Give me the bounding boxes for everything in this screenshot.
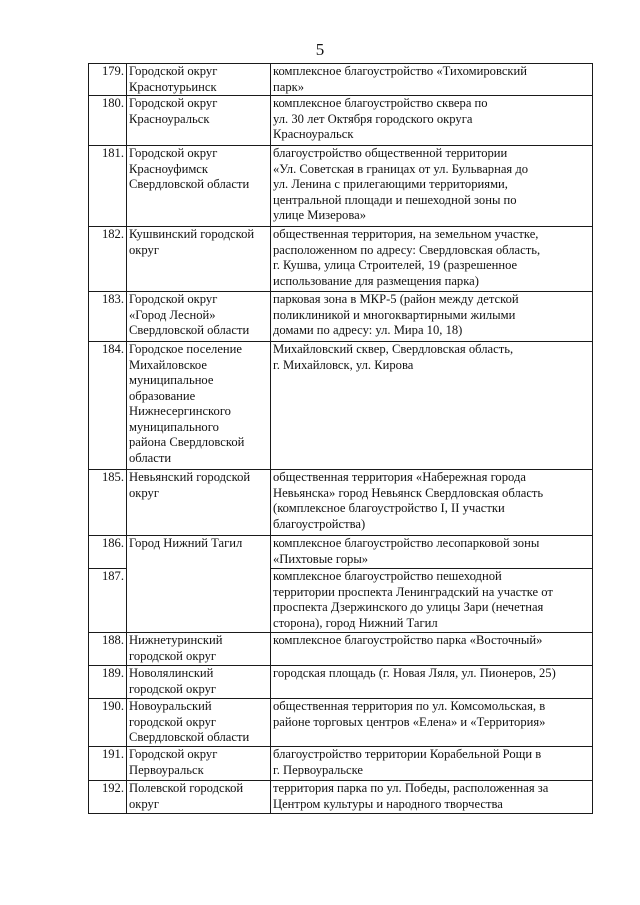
project-line: благоустройства) bbox=[273, 516, 366, 531]
project-line: комплексное благоустройство парка «Восточный» bbox=[273, 633, 543, 647]
municipality-cell bbox=[127, 64, 271, 96]
municipality-cell bbox=[127, 146, 271, 227]
row-number: 184. bbox=[89, 342, 127, 470]
row-number: 183. bbox=[89, 292, 127, 342]
project-cell bbox=[271, 146, 593, 227]
table-row bbox=[89, 342, 593, 470]
municipality-cell bbox=[127, 633, 271, 666]
project-line: Красноуральск bbox=[273, 127, 354, 141]
table-row bbox=[89, 536, 593, 569]
table-row bbox=[89, 146, 593, 227]
municipality-line: округ bbox=[129, 796, 160, 811]
municipality-cell bbox=[127, 96, 271, 146]
table-row bbox=[89, 96, 593, 146]
municipality-cell bbox=[127, 699, 271, 747]
municipality-line: Городской округ bbox=[129, 292, 218, 306]
project-cell bbox=[271, 666, 593, 699]
project-line: сторона), город Нижний Тагил bbox=[273, 615, 438, 630]
project-line: общественная территория по ул. Комсомольская, в bbox=[273, 699, 546, 713]
project-line: ул. Ленина с прилегающими территориями, bbox=[273, 177, 508, 191]
municipality-line: Нижнетуринский bbox=[129, 633, 223, 647]
project-line: г. Михайловск, ул. Кирова bbox=[273, 357, 414, 372]
municipality-cell bbox=[127, 342, 271, 470]
project-line: центральной площади и пешеходной зоны по bbox=[273, 192, 517, 207]
municipality-line: Невьянский городской bbox=[129, 470, 251, 484]
project-line: Центром культуры и народного творчества bbox=[273, 796, 503, 811]
project-line: городская площадь (г. Новая Ляля, ул. Пионеров, 25) bbox=[273, 666, 556, 680]
municipality-line: области bbox=[129, 450, 172, 465]
project-line: ул. 30 лет Октября городского округа bbox=[273, 111, 473, 126]
municipality-line: Свердловской области bbox=[129, 177, 250, 191]
row-number: 191. bbox=[89, 747, 127, 781]
project-line: (комплексное благоустройство I, II участки bbox=[273, 501, 505, 515]
row-number: 187. bbox=[89, 569, 127, 633]
row-number: 190. bbox=[89, 699, 127, 747]
municipality-line: Нижнесергинского bbox=[129, 404, 231, 418]
project-line: комплексное благоустройство «Тихомировский bbox=[273, 64, 528, 78]
project-cell bbox=[271, 781, 593, 814]
project-line: улице Мизерова» bbox=[273, 208, 367, 222]
municipality-cell bbox=[127, 747, 271, 781]
project-line: общественная территория, на земельном участке, bbox=[273, 227, 539, 241]
municipality-line: Новоуральский bbox=[129, 699, 212, 713]
row-number: 185. bbox=[89, 470, 127, 536]
municipality-line: Свердловской области bbox=[129, 730, 250, 744]
table-row bbox=[89, 666, 593, 699]
municipality-line: «Город Лесной» bbox=[129, 307, 216, 322]
project-line: парк» bbox=[273, 79, 305, 94]
municipality-line: Город Нижний Тагил bbox=[129, 536, 243, 550]
table-row bbox=[89, 781, 593, 814]
municipality-line: округ bbox=[129, 242, 160, 257]
project-cell bbox=[271, 227, 593, 292]
row-number: 186. bbox=[89, 536, 127, 569]
project-line: парковая зона в МКР-5 (район между детской bbox=[273, 292, 519, 306]
municipality-line: Полевской городской bbox=[129, 781, 244, 795]
project-cell bbox=[271, 342, 593, 470]
table-row bbox=[89, 633, 593, 666]
municipality-line: муниципальное bbox=[129, 373, 214, 387]
project-line: комплексное благоустройство пешеходной bbox=[273, 569, 502, 583]
row-number: 189. bbox=[89, 666, 127, 699]
row-number: 182. bbox=[89, 227, 127, 292]
project-line: «Пихтовые горы» bbox=[273, 551, 369, 566]
project-cell bbox=[271, 747, 593, 781]
municipality-cell bbox=[127, 292, 271, 342]
table-row bbox=[89, 64, 593, 96]
table-row bbox=[89, 699, 593, 747]
municipality-line: Красноуфимск bbox=[129, 161, 208, 176]
municipality-line: Красноуральск bbox=[129, 111, 210, 126]
project-line: использование для размещения парка) bbox=[273, 273, 479, 288]
municipality-line: муниципального bbox=[129, 419, 219, 434]
municipality-line: Городское поселение bbox=[129, 342, 242, 356]
row-number: 179. bbox=[89, 64, 127, 96]
project-cell bbox=[271, 64, 593, 96]
municipality-line: Михайловское bbox=[129, 357, 207, 372]
project-cell bbox=[271, 536, 593, 569]
municipality-line: городской округ bbox=[129, 714, 217, 729]
project-cell bbox=[271, 292, 593, 342]
project-cell bbox=[271, 470, 593, 536]
row-number: 188. bbox=[89, 633, 127, 666]
municipality-line: Свердловской области bbox=[129, 323, 250, 337]
project-line: благоустройство территории Корабельной Рощи в bbox=[273, 747, 542, 761]
project-cell bbox=[271, 633, 593, 666]
table-row bbox=[89, 227, 593, 292]
municipality-cell bbox=[127, 666, 271, 699]
project-line: благоустройство общественной территории bbox=[273, 146, 508, 160]
municipality-line: Краснотурьинск bbox=[129, 79, 217, 94]
project-line: Невьянска» город Невьянск Свердловская область bbox=[273, 485, 544, 500]
project-line: г. Кушва, улица Строителей, 19 (разрешенное bbox=[273, 258, 518, 272]
municipality-line: округ bbox=[129, 485, 160, 500]
municipality-line: Новолялинский bbox=[129, 666, 214, 680]
project-line: г. Первоуральске bbox=[273, 762, 364, 777]
municipality-line: городской округ bbox=[129, 681, 217, 696]
project-cell bbox=[271, 569, 593, 633]
municipality-line: Городской округ bbox=[129, 146, 218, 160]
municipality-projects-table bbox=[88, 63, 593, 814]
municipality-line: Городской округ bbox=[129, 64, 218, 78]
municipality-cell bbox=[127, 536, 271, 633]
project-line: «Ул. Советская в границах от ул. Бульварная до bbox=[273, 161, 529, 176]
page-number: 5 bbox=[315, 40, 325, 59]
project-line: расположенном по адресу: Свердловская область, bbox=[273, 242, 541, 257]
project-line: территории проспекта Ленинградский на участке от bbox=[273, 584, 553, 599]
municipality-cell bbox=[127, 781, 271, 814]
project-line: Михайловский сквер, Свердловская область, bbox=[273, 342, 514, 356]
project-line: территория парка по ул. Победы, расположенная за bbox=[273, 781, 549, 795]
table-row bbox=[89, 747, 593, 781]
municipality-line: района Свердловской bbox=[129, 435, 245, 449]
row-number: 192. bbox=[89, 781, 127, 814]
row-number: 181. bbox=[89, 146, 127, 227]
municipality-line: Первоуральск bbox=[129, 762, 204, 777]
table-row bbox=[89, 470, 593, 536]
municipality-line: образование bbox=[129, 388, 196, 403]
project-line: районе торговых центров «Елена» и «Территория» bbox=[273, 714, 546, 729]
municipality-line: городской округ bbox=[129, 648, 217, 663]
project-line: поликлиникой и многоквартирными жилыми bbox=[273, 307, 516, 322]
row-number: 180. bbox=[89, 96, 127, 146]
municipality-line: Кушвинский городской bbox=[129, 227, 255, 241]
municipality-cell bbox=[127, 470, 271, 536]
municipality-cell bbox=[127, 227, 271, 292]
project-line: комплексное благоустройство лесопарковой зоны bbox=[273, 536, 540, 550]
municipality-line: Городской округ bbox=[129, 96, 218, 110]
project-line: общественная территория «Набережная города bbox=[273, 470, 526, 484]
project-line: домами по адресу: ул. Мира 10, 18) bbox=[273, 323, 463, 337]
project-cell bbox=[271, 699, 593, 747]
municipality-line: Городской округ bbox=[129, 747, 218, 761]
table-row bbox=[89, 292, 593, 342]
project-cell bbox=[271, 96, 593, 146]
project-line: комплексное благоустройство сквера по bbox=[273, 96, 488, 110]
project-line: проспекта Дзержинского до улицы Зари (нечетная bbox=[273, 600, 544, 614]
